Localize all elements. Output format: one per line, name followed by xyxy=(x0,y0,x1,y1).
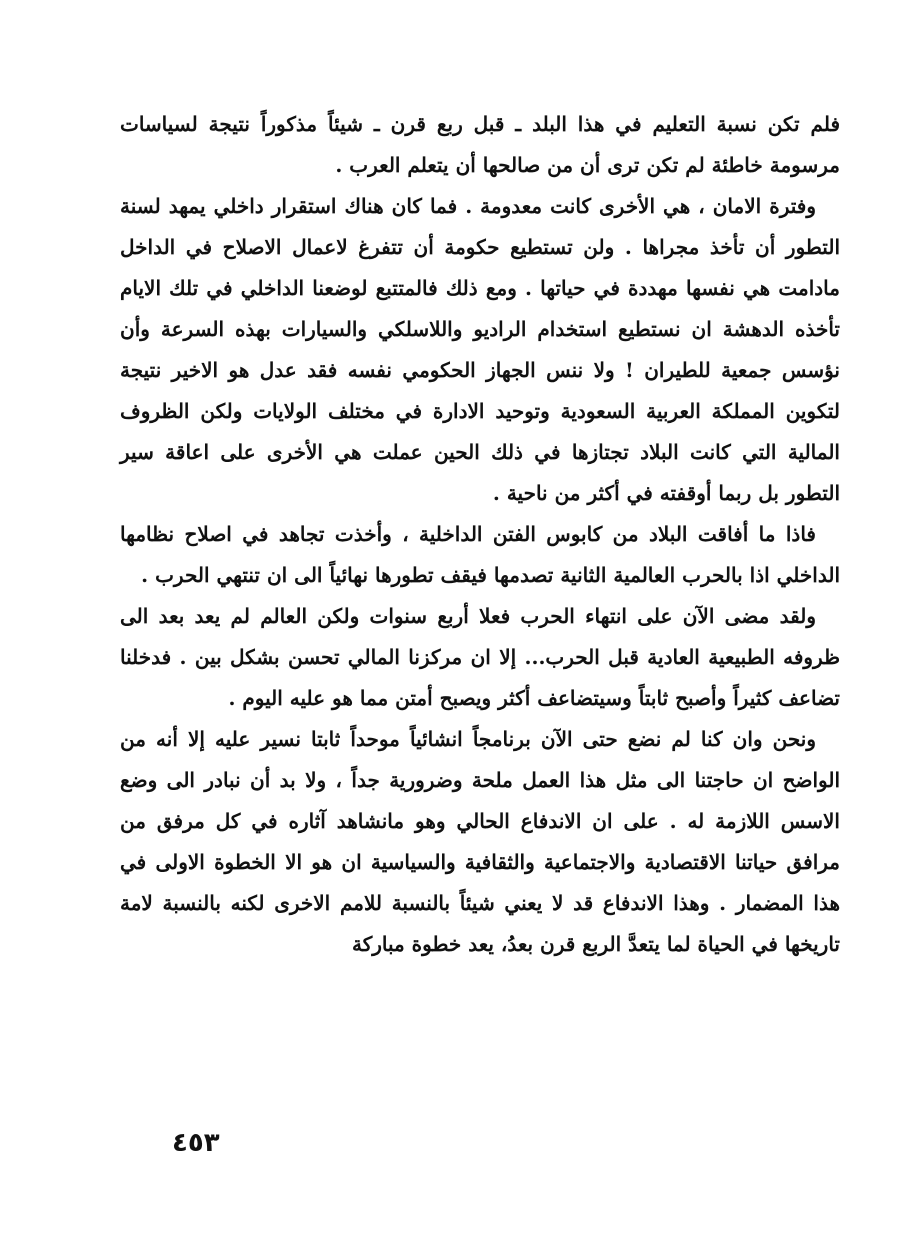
paragraph-3: فاذا ما أفاقت البلاد من كابوس الفتن الداخلية ، وأخذت تجاهد في اصلاح نظامها الداخلي اذا بالحرب العالمية الثانية تصدمها فيقف تطورها نهائياً الى ان تنتهي الحرب . xyxy=(120,522,840,587)
page-number: ٤٥٣ xyxy=(172,1128,220,1158)
document-page xyxy=(120,104,840,1164)
body-text xyxy=(120,104,840,965)
paragraph-5: ونحن وان كنا لم نضع حتى الآن برنامجاً انشائياً موحداً ثابتا نسير عليه إلا أنه من الواضح ان حاجتنا الى مثل هذا العمل ملحة وضرورية جداً ، ولا بد أن نبادر الى وضع الاسس اللازمة له . على ان الاندفاع الحالي وهو مانشاهد آثاره في كل مرفق من مرافق حياتنا الاقتصادية والاجتماعية والثقافية والسياسية ان هو الا الخطوة الاولى في هذا المضمار . وهذا الاندفاع قد لا يعني شيئاً بالنسبة للامم الاخرى لكنه بالنسبة لامة تاريخها في الحياة لما يتعدَّ الربع قرن بعدُ، يعد خطوة مباركة xyxy=(120,727,840,956)
paragraph-4: ولقد مضى الآن على انتهاء الحرب فعلا أربع سنوات ولكن العالم لم يعد بعد الى ظروفه الطبيعية العادية قبل الحرب... إلا ان مركزنا المالي تحسن بشكل بين . فدخلنا تضاعف كثيراً وأصبح ثابتاً وسيتضاعف أكثر ويصبح أمتن مما هو عليه اليوم . xyxy=(120,604,840,710)
paragraph-1: فلم تكن نسبة التعليم في هذا البلد ـ قبل ربع قرن ـ شيئاً مذكوراً نتيجة لسياسات مرسومة خاطئة لم تكن ترى أن من صالحها أن يتعلم العرب . xyxy=(120,112,840,177)
paragraph-2: وفترة الامان ، هي الأخرى كانت معدومة . فما كان هناك استقرار داخلي يمهد لسنة التطور أن تأخذ مجراها . ولن تستطيع حكومة أن تتفرغ لاعمال الاصلاح في الداخل مادامت هي نفسها مهددة في حياتها . ومع ذلك فالمتتبع لوضعنا الداخلي في تلك الايام تأخذه الدهشة ان نستطيع استخدام الراديو واللاسلكي والسيارات بهذه السرعة وأن نؤسس جمعية للطيران ! ولا ننس الجهاز الحكومي نفسه فقد عدل هو الاخير نتيجة لتكوين المملكة العربية السعودية وتوحيد الادارة في مختلف الولايات ولكن الظروف المالية التي كانت البلاد تجتازها في ذلك الحين عملت هي الأخرى على اعاقة سير التطور بل ربما أوقفته في أكثر من ناحية . xyxy=(120,194,840,505)
